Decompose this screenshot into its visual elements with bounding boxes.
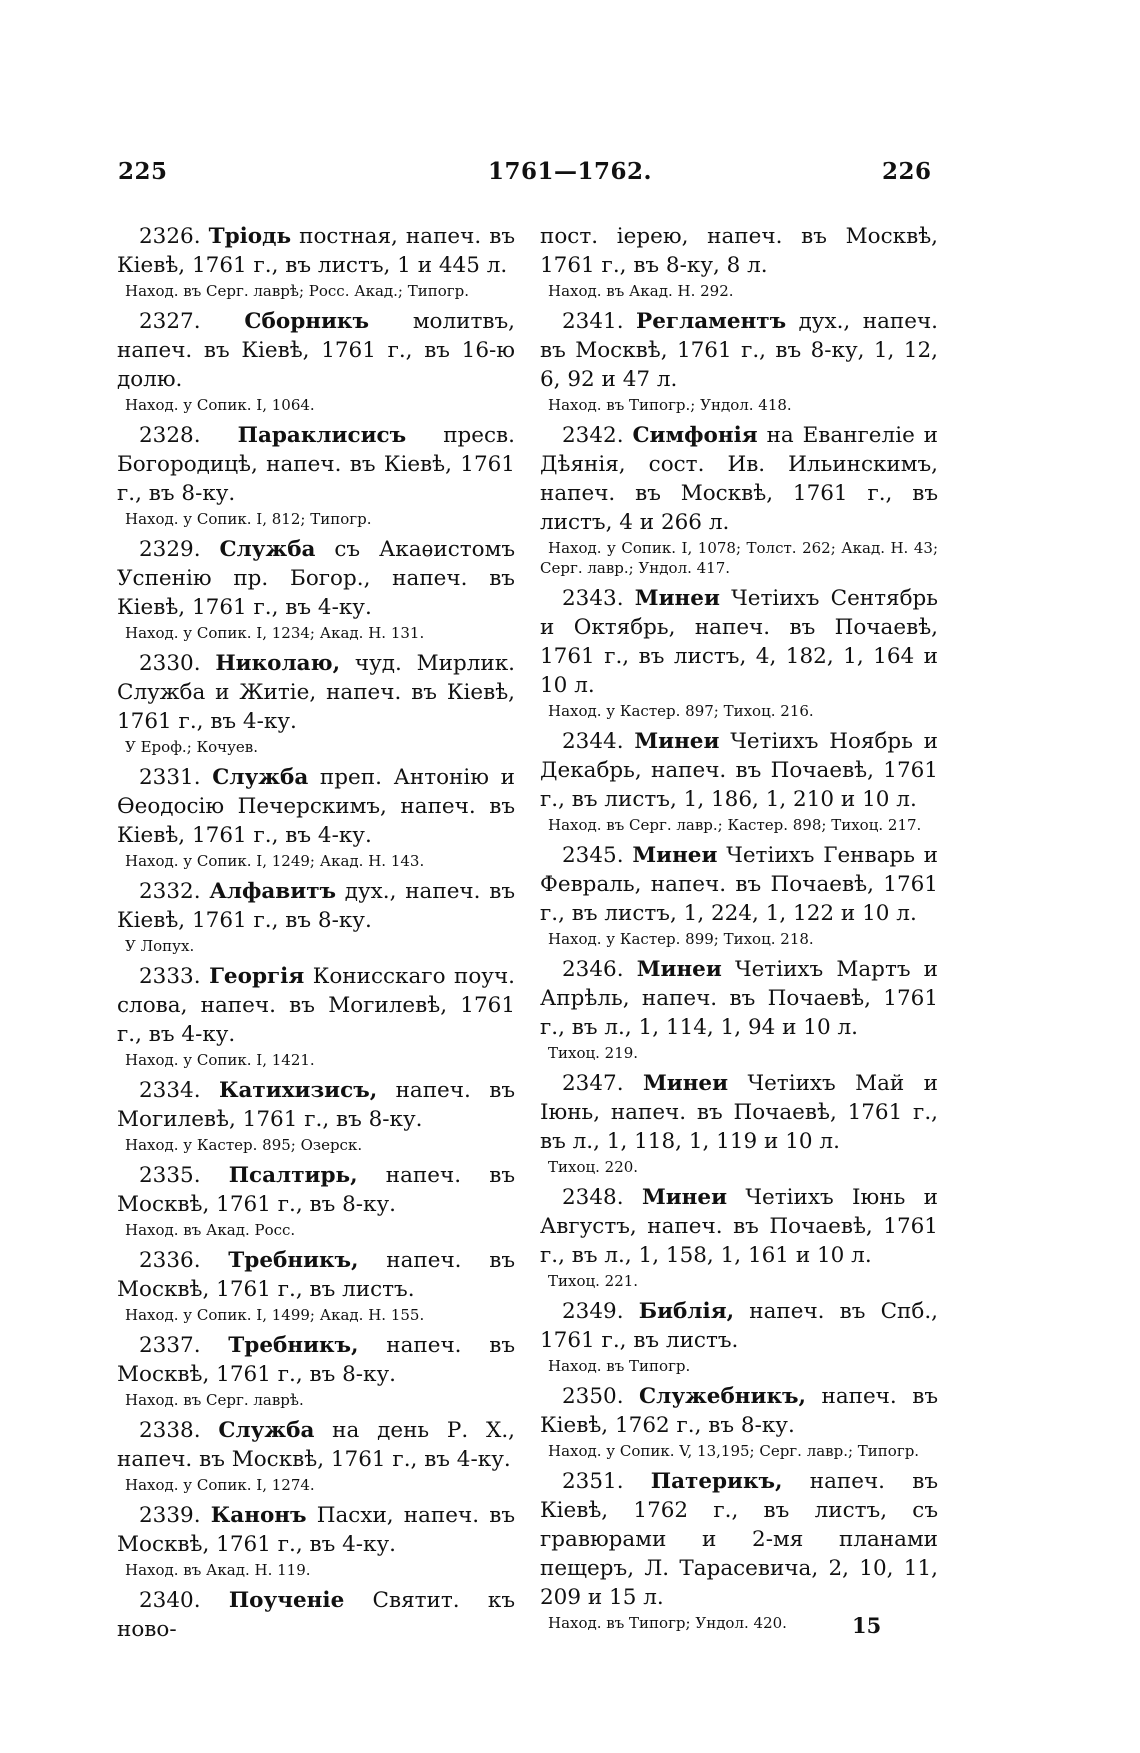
entry-number: 2332.	[139, 879, 210, 904]
entry-text	[540, 1467, 938, 1612]
catalog-entry	[117, 222, 515, 301]
entry-text	[117, 1331, 515, 1389]
entry-source: Наход. въ Типогр.; Ундол. 418.	[548, 396, 792, 414]
entry-text	[117, 1246, 515, 1304]
catalog-entry	[117, 763, 515, 871]
entry-title: Николаю,	[215, 651, 341, 676]
entry-number: 2342.	[562, 423, 633, 448]
entry-text	[540, 421, 938, 537]
entry-description: чуд. Мирлик. Служба и Житіе, напеч. въ Кіевѣ, 1761 г., въ 4-ку.	[117, 651, 515, 734]
entry-description: напеч. въ Кіевѣ, 1762 г., въ листъ, съ гравюрами и 2-мя планами пещеръ, Л. Тарасевича, 2, 10, 11, 209 и 15 л.	[540, 1469, 938, 1610]
entry-source: Наход. у Сопик. I, 1421.	[125, 1051, 315, 1069]
catalog-entry	[540, 222, 938, 301]
entry-number: 2329.	[139, 537, 220, 562]
catalog-entry	[540, 307, 938, 415]
entry-number: 2346.	[562, 957, 637, 982]
entry-source: Наход. въ Серг. лаврѣ; Росс. Акад.; Типогр.	[125, 282, 470, 300]
catalog-entry	[117, 1586, 515, 1644]
entry-text	[540, 1382, 938, 1440]
entry-description: молитвъ, напеч. въ Кіевѣ, 1761 г., въ 16-ю долю.	[117, 309, 515, 392]
entry-source: Тихоц. 219.	[548, 1044, 639, 1062]
entry-description: напеч. въ Спб., 1761 г., въ листъ.	[540, 1299, 938, 1353]
entry-source: У Ероф.; Кочуев.	[125, 738, 258, 756]
entry-number: 2345.	[562, 843, 633, 868]
entry-description: Четіихъ Іюнь и Августъ, напеч. въ Почаевѣ, 1761 г., въ л., 1, 158, 1, 161 и 10 л.	[540, 1185, 939, 1268]
entry-text	[117, 421, 515, 508]
entry-text	[540, 1183, 938, 1270]
entry-title: Служба	[218, 1418, 315, 1443]
left-page-number: 225	[118, 158, 168, 185]
entry-source: Наход. въ Серг. лаврѣ.	[125, 1391, 304, 1409]
catalog-entry	[117, 1161, 515, 1240]
entry-title: Минеи	[634, 729, 720, 754]
entry-text	[117, 535, 515, 622]
entry-number: 2333.	[139, 964, 210, 989]
entry-source: Наход. у Сопик. I, 1499; Акад. Н. 155.	[125, 1306, 425, 1324]
entry-text	[117, 1416, 515, 1474]
entry-title: Минеи	[641, 1185, 728, 1210]
entry-description: напеч. въ Могилевѣ, 1761 г., въ 8-ку.	[117, 1078, 515, 1132]
entry-description: дух., напеч. въ Москвѣ, 1761 г., въ 8-ку, 1, 12, 6, 92 и 47 л.	[540, 309, 938, 392]
catalog-entry	[540, 1183, 938, 1291]
right-page-number: 226	[882, 158, 932, 185]
entry-title: Требникъ,	[228, 1333, 359, 1358]
page-header	[0, 158, 1140, 198]
running-title: 1761—1762.	[487, 158, 653, 185]
catalog-entry	[117, 649, 515, 757]
catalog-entry	[540, 841, 938, 949]
entry-number: 2331.	[139, 765, 213, 790]
entry-number: 2343.	[562, 586, 635, 611]
entry-source: Наход. у Кастер. 895; Озерск.	[125, 1136, 363, 1154]
catalog-entry	[117, 535, 515, 643]
entry-text	[117, 1161, 515, 1219]
entry-title: Симфонія	[632, 423, 758, 448]
entry-source: Наход. у Сопик. I, 1249; Акад. Н. 143.	[125, 852, 425, 870]
entry-text	[117, 1501, 515, 1559]
entry-source: Наход. въ Типогр; Ундол. 420.	[548, 1614, 787, 1632]
entry-title: Служебникъ,	[639, 1384, 806, 1409]
entry-source: Наход. у Сопик. I, 812; Типогр.	[125, 510, 372, 528]
entry-source: Тихоц. 221.	[548, 1272, 639, 1290]
catalog-entry	[117, 1331, 515, 1410]
entry-text	[117, 649, 515, 736]
catalog-entry	[540, 1382, 938, 1461]
entry-title: Минеи	[632, 843, 718, 868]
entry-text	[540, 955, 938, 1042]
signature-mark: 15	[852, 1613, 882, 1638]
entry-description: пост. іерею, напеч. въ Москвѣ, 1761 г., въ 8-ку, 8 л.	[540, 224, 938, 278]
entry-number: 2344.	[562, 729, 635, 754]
entry-source: Наход. у Сопик. I, 1064.	[125, 396, 315, 414]
entry-title: Регламентъ	[636, 309, 787, 334]
entry-title: Минеи	[634, 586, 720, 611]
entry-text	[540, 727, 938, 814]
entry-source: Наход. у Кастер. 897; Тихоц. 216.	[548, 702, 814, 720]
entry-title: Тріодь	[208, 224, 292, 249]
entry-number: 2350.	[562, 1384, 640, 1409]
entry-number: 2327.	[139, 309, 245, 334]
entry-text	[117, 1076, 515, 1134]
entry-text	[117, 1586, 515, 1644]
entry-description: напеч. въ Москвѣ, 1761 г., въ 8-ку.	[117, 1163, 515, 1217]
catalog-entry	[117, 421, 515, 529]
entry-source: Тихоц. 220.	[548, 1158, 639, 1176]
entry-number: 2330.	[139, 651, 216, 676]
entry-description: дух., напеч. въ Кіевѣ, 1761 г., въ 8-ку.	[117, 879, 515, 933]
catalog-entry	[540, 1297, 938, 1376]
catalog-entry	[540, 584, 938, 721]
entry-text	[540, 584, 938, 700]
entry-title: Служба	[212, 765, 309, 790]
entry-title: Алфавитъ	[209, 879, 337, 904]
catalog-entry	[540, 727, 938, 835]
entry-description: преп. Антонію и Ѳеодосію Печерскимъ, напеч. въ Кіевѣ, 1761 г., въ 4-ку.	[117, 765, 515, 848]
entry-number: 2341.	[562, 309, 637, 334]
catalog-entry	[117, 1076, 515, 1155]
catalog-entry	[540, 1467, 938, 1633]
entry-source: Наход. у Сопик. I, 1274.	[125, 1476, 315, 1494]
entry-title: Георгія	[209, 964, 305, 989]
catalog-entry	[117, 1501, 515, 1580]
entry-source: Наход. у Сопик. V, 13,195; Серг. лавр.; Типогр.	[548, 1442, 920, 1460]
catalog-entry	[117, 307, 515, 415]
entry-text	[540, 1297, 938, 1355]
entry-title: Служба	[219, 537, 316, 562]
entry-number: 2338.	[139, 1418, 219, 1443]
entry-title: Патерикъ,	[650, 1469, 783, 1494]
entry-text	[117, 307, 515, 394]
entry-text	[540, 222, 938, 280]
catalog-entry	[117, 1416, 515, 1495]
entry-number: 2339.	[139, 1503, 211, 1528]
entry-text	[540, 307, 938, 394]
right-column	[540, 222, 938, 1639]
entry-description: напеч. въ Москвѣ, 1761 г., въ 8-ку.	[117, 1333, 516, 1387]
entry-source: Наход. въ Акад. Росс.	[125, 1221, 296, 1239]
entry-description: пресв. Богородицѣ, напеч. въ Кіевѣ, 1761 г., въ 8-ку.	[117, 423, 515, 506]
entry-description: Пасхи, напеч. въ Москвѣ, 1761 г., въ 4-ку.	[117, 1503, 515, 1557]
entry-text	[540, 841, 938, 928]
entry-source: Наход. у Сопик. I, 1234; Акад. Н. 131.	[125, 624, 425, 642]
catalog-entry	[540, 955, 938, 1063]
entry-text	[540, 1069, 938, 1156]
entry-title: Требникъ,	[228, 1248, 359, 1273]
entry-description: Четіихъ Мартъ и Апрѣль, напеч. въ Почаевѣ, 1761 г., въ л., 1, 114, 1, 94 и 10 л.	[540, 957, 938, 1040]
entry-description: Четіихъ Ноябрь и Декабрь, напеч. въ Почаевѣ, 1761 г., въ листъ, 1, 186, 1, 210 и 10 л.	[540, 729, 938, 812]
entry-number: 2348.	[562, 1185, 642, 1210]
entry-description: Святит. къ ново-	[117, 1588, 516, 1642]
entry-number: 2340.	[139, 1588, 229, 1613]
entry-description: напеч. въ Кіевѣ, 1762 г., въ 8-ку.	[540, 1384, 939, 1438]
entry-number: 2337.	[139, 1333, 229, 1358]
catalog-entry	[540, 1069, 938, 1177]
entry-description: съ Акаѳистомъ Успенію пр. Богор., напеч. въ Кіевѣ, 1761 г., въ 4-ку.	[117, 537, 515, 620]
entry-number: 2334.	[139, 1078, 219, 1103]
entry-source: Наход. въ Типогр.	[548, 1357, 691, 1375]
entry-title: Поученіе	[228, 1588, 345, 1613]
catalog-entry	[117, 877, 515, 956]
entry-number: 2336.	[139, 1248, 229, 1273]
entry-description: напеч. въ Москвѣ, 1761 г., въ листъ.	[117, 1248, 516, 1302]
entry-number: 2347.	[562, 1071, 643, 1096]
entry-source: Наход. у Сопик. I, 1078; Толст. 262; Акад. Н. 43; Серг. лавр.; Ундол. 417.	[540, 539, 938, 577]
catalog-entry	[117, 962, 515, 1070]
entry-number: 2349.	[562, 1299, 639, 1324]
entry-number: 2351.	[562, 1469, 651, 1494]
entry-title: Катихизисъ,	[218, 1078, 378, 1103]
entry-description: Четіихъ Сентябрь и Октябрь, напеч. въ Почаевѣ, 1761 г., въ листъ, 4, 182, 1, 164 и 10 л.	[540, 586, 938, 698]
entry-text	[117, 763, 515, 850]
entry-source: У Лопух.	[125, 937, 195, 955]
entry-text	[117, 962, 515, 1049]
entry-title: Псалтирь,	[228, 1163, 358, 1188]
entry-source: Наход. въ Серг. лавр.; Кастер. 898; Тихоц. 217.	[548, 816, 922, 834]
entry-title: Минеи	[642, 1071, 729, 1096]
entry-text	[117, 877, 515, 935]
entry-number: 2335.	[139, 1163, 229, 1188]
entry-source: Наход. у Кастер. 899; Тихоц. 218.	[548, 930, 814, 948]
entry-description: Четіихъ Май и Іюнь, напеч. въ Почаевѣ, 1761 г., въ л., 1, 118, 1, 119 и 10 л.	[540, 1071, 938, 1154]
entry-number: 2328.	[139, 423, 238, 448]
entry-text	[117, 222, 515, 280]
catalog-entry	[117, 1246, 515, 1325]
entry-description: на день Р. Х., напеч. въ Москвѣ, 1761 г., въ 4-ку.	[117, 1418, 515, 1472]
left-column	[117, 222, 515, 1650]
entry-source: Наход. въ Акад. Н. 292.	[548, 282, 734, 300]
catalog-entry	[540, 421, 938, 578]
entry-title: Сборникъ	[244, 309, 369, 334]
entry-number: 2326.	[139, 224, 209, 249]
entry-title: Библія,	[638, 1299, 735, 1324]
entry-title: Канонъ	[210, 1503, 307, 1528]
entry-description: Кониcскаго поуч. слова, напеч. въ Могилевѣ, 1761 г., въ 4-ку.	[117, 964, 515, 1047]
entry-description: на Евангеліе и Дѣянія, сост. Ив. Ильинскимъ, напеч. въ Москвѣ, 1761 г., въ листъ, 4 и 266 л.	[540, 423, 938, 535]
entry-source: Наход. въ Акад. Н. 119.	[125, 1561, 311, 1579]
entry-title: Параклисисъ	[237, 423, 407, 448]
entry-description: постная, напеч. въ Кіевѣ, 1761 г., въ листъ, 1 и 445 л.	[117, 224, 516, 278]
entry-title: Минеи	[636, 957, 722, 982]
entry-description: Четіихъ Генварь и Февраль, напеч. въ Почаевѣ, 1761 г., въ листъ, 1, 224, 1, 122 и 10 л.	[540, 843, 938, 926]
